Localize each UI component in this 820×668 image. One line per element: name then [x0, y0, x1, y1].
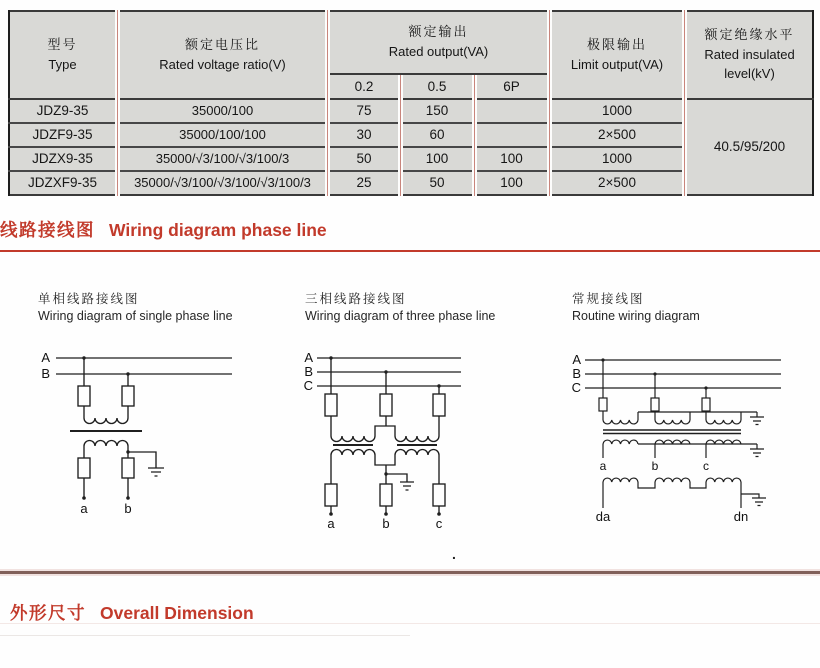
section-title-wiring-en: Wiring diagram phase line	[109, 220, 327, 240]
diagram1-label	[38, 291, 233, 325]
cell-ratio: 35000/100	[191, 102, 254, 118]
terminal-label: a	[327, 516, 335, 531]
primary-winding-icon	[331, 436, 375, 442]
header-limit	[552, 12, 682, 98]
fuse-icon	[78, 386, 90, 406]
header-ratio-zh: 额定电压比	[184, 36, 260, 52]
red-divider-rule	[0, 250, 820, 252]
header-ratio	[120, 12, 325, 98]
header-output-zh: 额定输出	[408, 24, 469, 40]
table-border-right	[812, 10, 814, 196]
terminal-label: b	[382, 516, 390, 531]
faint-rule-partial	[0, 635, 410, 636]
single-phase-wiring-diagram	[10, 346, 260, 526]
fuse-icon	[122, 386, 134, 406]
ground-icon	[741, 494, 766, 506]
routine-wiring-diagram	[563, 346, 818, 536]
fuse-icon	[325, 394, 337, 416]
cell-out05: 50	[429, 175, 445, 191]
cell-type: JDZXF9-35	[27, 175, 98, 191]
phase-label: C	[303, 378, 313, 393]
cell-limit: 1000	[601, 151, 633, 167]
junction-dot	[704, 386, 707, 389]
header-limit-zh: 极限输出	[586, 36, 647, 52]
tertiary-links	[638, 482, 706, 488]
tertiary-winding-icon	[603, 478, 741, 482]
junction-dot	[82, 356, 85, 359]
terminal-label: a	[80, 501, 88, 516]
terminal-label: da	[595, 509, 611, 524]
fuse-icon	[433, 484, 445, 506]
secondary-center-step	[375, 455, 395, 465]
diagram3-label	[572, 291, 700, 325]
junction-dot	[126, 372, 129, 375]
header-type-en: Type	[48, 56, 77, 72]
primary-winding-icon	[84, 418, 128, 424]
header-accuracy-6p: 6P	[503, 79, 520, 95]
header-ratio-en: Rated voltage ratio(V)	[159, 56, 286, 72]
ground-icon	[750, 412, 764, 425]
junction-dot	[329, 356, 332, 359]
fuse-icon	[599, 398, 607, 411]
junction-dot	[126, 450, 129, 453]
section-title-wiring	[0, 217, 327, 242]
diagram1-label-en: Wiring diagram of single phase line	[38, 309, 233, 323]
terminal-label: b	[651, 459, 659, 473]
cell-ratio: 35000/√3/100/√3/100/3	[155, 150, 290, 166]
header-insulated-en2: level(kV)	[724, 66, 775, 82]
primary-neutral-bus	[638, 412, 757, 420]
cell-out05: 100	[425, 151, 449, 167]
diagram1-label-zh: 单相线路接线图	[38, 292, 140, 306]
header-type	[10, 12, 115, 98]
cell-out6p: 100	[500, 175, 523, 191]
header-output	[330, 12, 547, 73]
header-insulated-en1: Rated insulated	[704, 46, 795, 62]
diagram2-label	[305, 291, 495, 325]
fuse-icon	[380, 484, 392, 506]
header-limit-en: Limit output(VA)	[570, 56, 664, 72]
table-subheader-rule	[325, 73, 547, 75]
cell-out6p	[476, 124, 547, 146]
cell-type: JDZX9-35	[32, 151, 93, 167]
phase-label: B	[304, 364, 313, 379]
fuse-icon	[122, 458, 134, 478]
section-title-dimension-en: Overall Dimension	[100, 603, 254, 623]
cell-type: JDZ9-35	[36, 103, 89, 119]
cell-out02: 75	[356, 103, 372, 119]
brown-divider-rule	[0, 571, 820, 574]
junction-dot	[437, 384, 440, 387]
spec-table	[8, 10, 814, 196]
phase-label: A	[41, 350, 50, 365]
fuse-icon	[78, 458, 90, 478]
header-accuracy-02: 0.2	[354, 79, 374, 95]
header-insulated-zh: 额定绝缘水平	[704, 26, 795, 42]
terminal-label: dn	[733, 509, 749, 524]
cell-ratio: 35000/√3/100/√3/100/√3/100/3	[134, 174, 311, 190]
primary-winding-icon	[395, 436, 439, 442]
three-phase-wiring-diagram	[293, 346, 543, 536]
cell-out6p: 100	[500, 151, 523, 167]
secondary-winding-icon	[395, 450, 439, 456]
section-title-dimension-zh: 外形尺寸	[10, 603, 86, 623]
cell-type: JDZF9-35	[32, 127, 93, 143]
phase-label: B	[41, 366, 50, 381]
secondary-winding-icon	[84, 441, 128, 447]
cell-out6p	[476, 100, 547, 122]
secondary-legs	[603, 444, 706, 458]
junction-dot	[384, 472, 387, 475]
fuse-icon	[433, 394, 445, 416]
table-border-bottom	[8, 194, 814, 196]
cell-limit: 2×500	[598, 175, 636, 191]
terminal-dot	[82, 496, 86, 500]
ground-icon	[750, 444, 764, 457]
phase-lines	[56, 358, 232, 374]
cell-out05: 60	[429, 127, 445, 143]
phase-lines	[585, 360, 781, 388]
phase-label: A	[572, 352, 581, 367]
cell-ratio: 35000/100/100	[179, 126, 266, 142]
primary-winding-icon	[603, 420, 741, 424]
phase-label: C	[571, 380, 581, 395]
cell-out02: 30	[356, 127, 372, 143]
junction-dot	[653, 372, 656, 375]
stray-period: .	[452, 546, 456, 562]
terminal-dot	[126, 496, 130, 500]
header-accuracy-05: 0.5	[427, 79, 447, 95]
terminal-label: b	[124, 501, 132, 516]
diagram3-label-en: Routine wiring diagram	[572, 309, 700, 323]
section-title-wiring-zh: 线路接线图	[0, 220, 95, 240]
section-title-dimension	[10, 600, 254, 625]
header-output-en: Rated output(VA)	[388, 44, 489, 59]
fuse-icon	[380, 394, 392, 416]
fuse-icon	[325, 484, 337, 506]
terminal-label: c	[703, 459, 709, 473]
cell-insulated-level: 40.5/95/200	[713, 139, 786, 155]
ground-icon	[386, 474, 414, 490]
header-insulated	[687, 12, 812, 98]
primary-taps	[603, 360, 706, 398]
primary-taps	[331, 358, 439, 394]
header-type-zh: 型号	[47, 36, 78, 52]
cell-limit: 2×500	[598, 127, 636, 143]
fuse-icon	[702, 398, 710, 411]
junction-dot	[601, 358, 604, 361]
phase-lines	[317, 358, 461, 386]
diagram2-label-en: Wiring diagram of three phase line	[305, 309, 496, 323]
fuse-icon	[651, 398, 659, 411]
phase-label: A	[304, 350, 313, 365]
cell-out02: 25	[356, 175, 372, 191]
secondary-winding-icon	[331, 450, 375, 456]
terminal-label: a	[599, 459, 607, 473]
tertiary-terminal-legs	[603, 482, 741, 508]
core-line	[603, 430, 741, 434]
phase-label: B	[572, 366, 581, 381]
cell-out02: 50	[356, 151, 372, 167]
cell-out05: 150	[425, 103, 449, 119]
secondary-legs	[331, 455, 439, 484]
diagram2-label-zh: 三相线路接线图	[305, 292, 407, 306]
terminal-label: c	[435, 516, 443, 531]
cell-limit: 1000	[601, 103, 633, 119]
junction-dot	[384, 370, 387, 373]
diagram3-label-zh: 常规接线图	[572, 292, 645, 306]
primary-center-step	[375, 426, 395, 436]
